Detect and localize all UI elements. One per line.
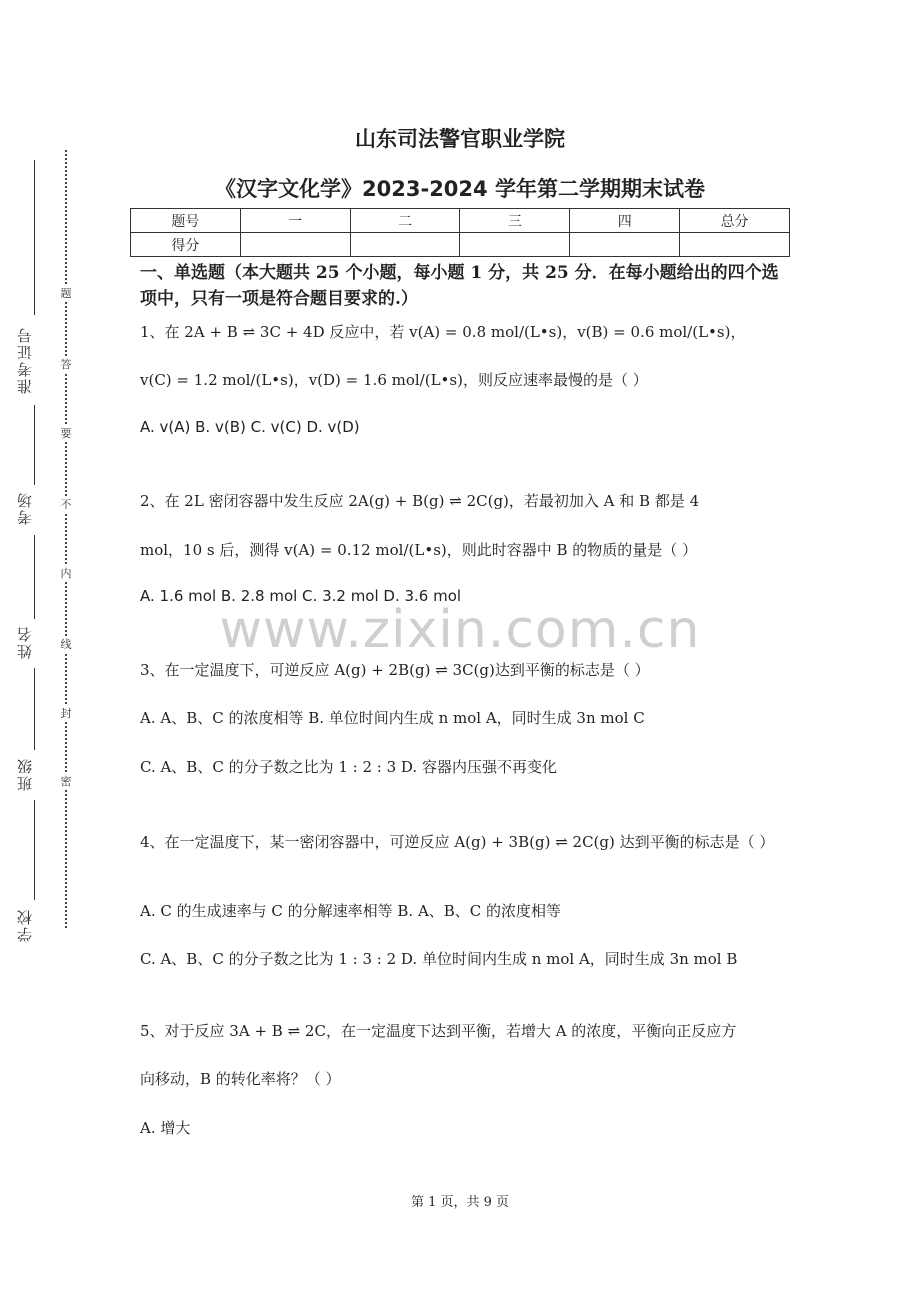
question-3-line-1: 3、在一定温度下，可逆反应 A(g) + 2B(g) ⇌ 3C(g)达到平衡的标志是（ ） <box>140 661 650 679</box>
score-table <box>130 208 790 257</box>
seal-char: 封 <box>58 706 74 722</box>
score-cell: 二 <box>350 209 460 233</box>
score-cell <box>570 233 680 257</box>
binding-label-name: 姓名 <box>16 625 34 659</box>
question-3-options-1: A. A、B、C 的浓度相等 B. 单位时间内生成 n mol A，同时生成 3n mol C <box>140 709 645 727</box>
question-5-line-1: 5、对于反应 3A + B ⇌ 2C，在一定温度下达到平衡，若增大 A 的浓度，平衡向正反应方 <box>140 1022 737 1040</box>
binding-line <box>34 800 35 900</box>
seal-char: 密 <box>58 774 74 790</box>
seal-char: 要 <box>58 426 74 442</box>
question-4-options-2: C. A、B、C 的分子数之比为 1 : 3 : 2 D. 单位时间内生成 n mol A，同时生成 3n mol B <box>140 950 738 968</box>
score-table-header-row <box>131 209 790 233</box>
seal-char: 题 <box>58 286 74 302</box>
page-footer: 第 1 页，共 9 页 <box>410 1195 510 1210</box>
binding-label-exam-number: 准考证号 <box>16 326 34 394</box>
question-5-option-a: A. 增大 <box>140 1119 191 1137</box>
score-cell <box>680 233 790 257</box>
school-title: 山东司法警官职业学院 <box>355 127 565 151</box>
score-cell: 三 <box>460 209 570 233</box>
question-4-options-1: A. C 的生成速率与 C 的分解速率相等 B. A、B、C 的浓度相等 <box>140 902 562 920</box>
score-cell: 得分 <box>131 233 241 257</box>
seal-char: 内 <box>58 566 74 582</box>
binding-label-class: 班级 <box>16 757 34 791</box>
binding-line <box>34 668 35 750</box>
score-cell: 一 <box>240 209 350 233</box>
question-2-options: A. 1.6 mol B. 2.8 mol C. 3.2 mol D. 3.6 mol <box>140 587 462 605</box>
score-cell <box>350 233 460 257</box>
score-cell <box>240 233 350 257</box>
binding-label-school: 学校 <box>16 908 34 942</box>
section-heading: 一、单选题（本大题共 25 个小题，每小题 1 分，共 25 分．在每小题给出的四个选项中，只有一项是符合题目要求的.） <box>140 263 779 309</box>
binding-label-exam-room: 考场 <box>16 491 34 525</box>
score-cell: 四 <box>570 209 680 233</box>
score-cell: 题号 <box>131 209 241 233</box>
question-1-line-1: 1、在 2A + B ⇌ 3C + 4D 反应中，若 v(A) = 0.8 mol/(L•s)，v(B) = 0.6 mol/(L•s)， <box>140 323 746 341</box>
question-1-options: A. v(A) B. v(B) C. v(C) D. v(D) <box>140 418 360 436</box>
score-table-score-row <box>131 233 790 257</box>
question-1-line-2: v(C) = 1.2 mol/(L•s)，v(D) = 1.6 mol/(L•s)，则反应速率最慢的是（ ） <box>140 371 648 389</box>
binding-line <box>34 405 35 485</box>
question-2-line-1: 2、在 2L 密闭容器中发生反应 2A(g) + B(g) ⇌ 2C(g)，若最初加入 A 和 B 都是 4 <box>140 492 700 510</box>
question-2-line-2: mol，10 s 后，测得 v(A) = 0.12 mol/(L•s)，则此时容器中 B 的物质的量是（ ） <box>140 541 698 559</box>
dotted-seal-line <box>65 150 67 928</box>
question-4-line-1: 4、在一定温度下，某一密闭容器中，可逆反应 A(g) + 3B(g) ⇌ 2C(g) 达到平衡的标志是（ ） <box>140 833 775 851</box>
seal-char: 线 <box>58 637 74 653</box>
score-cell <box>460 233 570 257</box>
question-5-line-2: 向移动，B 的转化率将？（ ） <box>140 1070 341 1088</box>
watermark: www.zixin.com.cn <box>219 600 701 660</box>
seal-char: 不 <box>58 497 74 513</box>
question-3-options-2: C. A、B、C 的分子数之比为 1 : 2 : 3 D. 容器内压强不再变化 <box>140 758 557 776</box>
exam-title: 《汉字文化学》2023-2024 学年第二学期期末试卷 <box>215 177 705 201</box>
score-cell: 总分 <box>680 209 790 233</box>
seal-char: 答 <box>58 357 74 373</box>
